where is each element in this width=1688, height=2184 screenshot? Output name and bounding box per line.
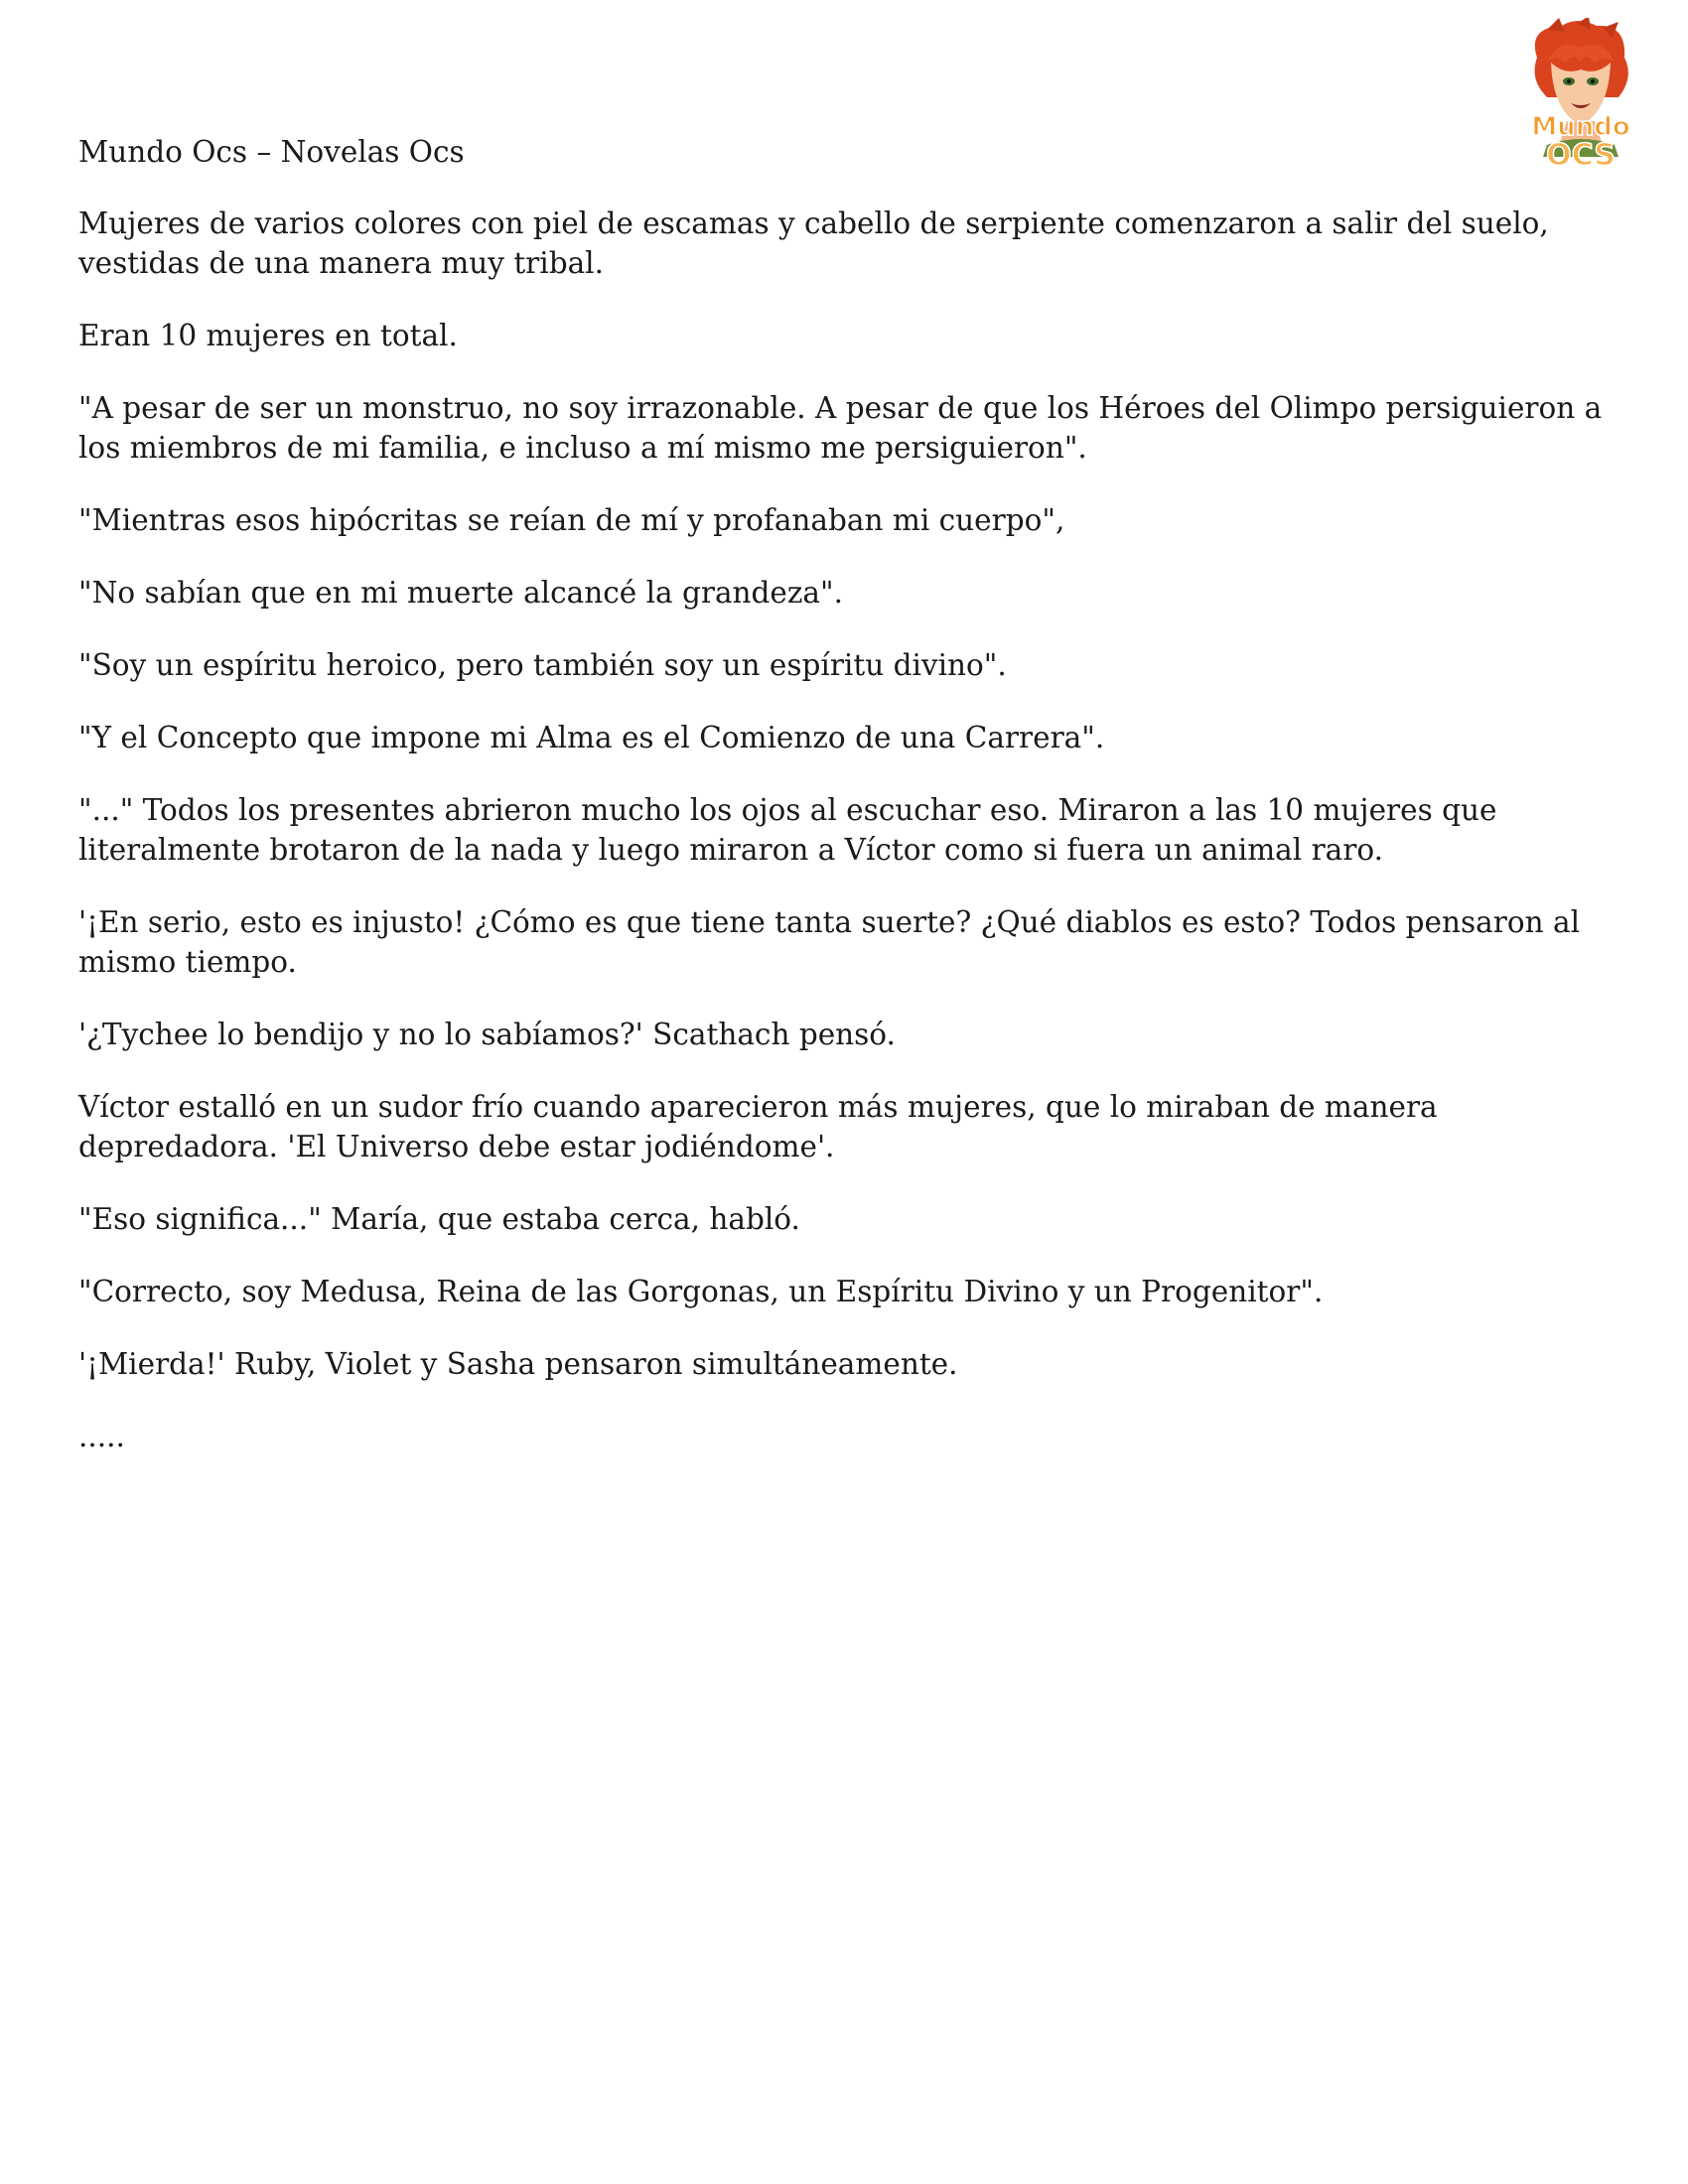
- paragraph: Mujeres de varios colores con piel de escamas y cabello de serpiente comenzaron a salir del suelo, vestidas de una manera muy tribal.: [78, 206, 1549, 280]
- paragraph: "A pesar de ser un monstruo, no soy irrazonable. A pesar de que los Héroes del Olimpo persiguieron a los miembros de mi familia, e incluso a mí mismo me persiguieron".: [78, 391, 1603, 465]
- story-body: [78, 204, 1627, 1489]
- mundo-ocs-logo: [1507, 18, 1654, 175]
- paragraph: "Mientras esos hipócritas se reían de mí y profanaban mi cuerpo",: [78, 503, 1065, 537]
- paragraph: "Y el Concepto que impone mi Alma es el Comienzo de una Carrera".: [78, 721, 1105, 754]
- paragraph: "Eso significa..." María, que estaba cerca, habló.: [78, 1202, 800, 1236]
- paragraph: '¿Tychee lo bendijo y no lo sabíamos?' Scathach pensó.: [78, 1018, 896, 1051]
- paragraph: "Correcto, soy Medusa, Reina de las Gorgonas, un Espíritu Divino y un Progenitor".: [78, 1275, 1324, 1308]
- header-title: Mundo Ocs – Novelas Ocs: [78, 135, 465, 169]
- svg-text:Mundo: Mundo: [1531, 112, 1630, 142]
- paragraph: "..." Todos los presentes abrieron mucho los ojos al escuchar eso. Miraron a las 10 mujeres que literalmente brotaron de la nada y luego miraron a Víctor como si fuera un animal raro.: [78, 793, 1497, 867]
- paragraph: '¡En serio, esto es injusto! ¿Cómo es que tiene tanta suerte? ¿Qué diablos es esto? Todos pensaron al mismo tiempo.: [78, 905, 1581, 979]
- svg-text:OCS: OCS: [1546, 138, 1616, 173]
- paragraph: Víctor estalló en un sudor frío cuando aparecieron más mujeres, que lo miraban de manera depredadora. 'El Universo debe estar jodiéndome'.: [78, 1090, 1438, 1163]
- paragraph: "No sabían que en mi muerte alcancé la grandeza".: [78, 576, 843, 610]
- paragraph: '¡Mierda!' Ruby, Violet y Sasha pensaron simultáneamente.: [78, 1347, 958, 1381]
- paragraph: .....: [78, 1420, 125, 1453]
- paragraph: "Soy un espíritu heroico, pero también soy un espíritu divino".: [78, 648, 1007, 682]
- paragraph: Eran 10 mujeres en total.: [78, 319, 458, 352]
